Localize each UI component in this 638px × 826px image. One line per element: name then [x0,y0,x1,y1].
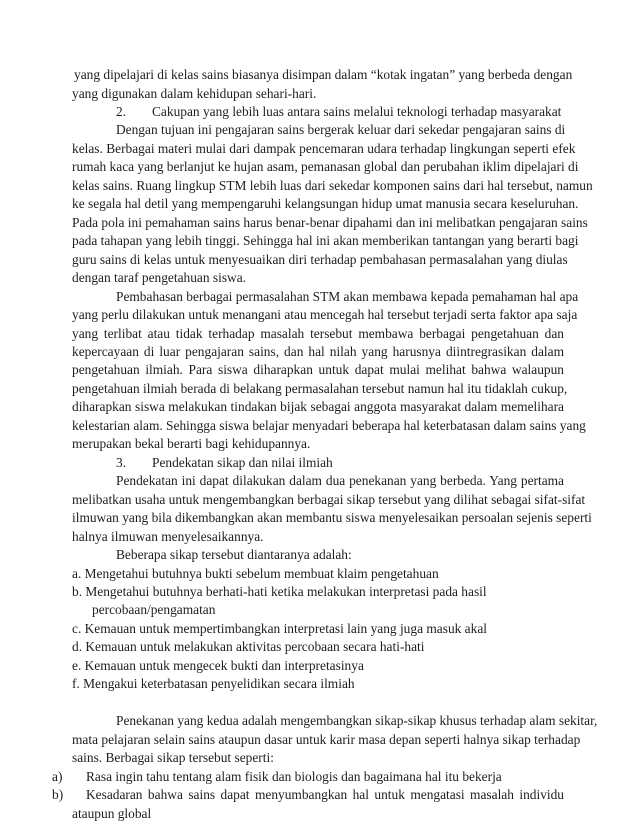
paragraph-line: kelas. Berbagai materi mulai dari dampak pencemaran udara terhadap lingkungan seperti efek [72,140,576,156]
section-number: 2. [116,103,127,119]
paragraph-line: yang dipelajari di kelas sains biasanya disimpan dalam “kotak ingatan” yang berbeda dengan [74,67,573,82]
section-heading [116,103,561,121]
list-item: f. Mengakui keterbatasan penyelidikan secara ilmiah [72,676,355,692]
list-item-continuation: ataupun global [72,805,152,821]
list-item: d. Kemauan untuk melakukan aktivitas percobaan secara hati-hati [72,639,425,655]
section-title: Cakupan yang lebih luas antara sains melalui teknologi terhadap masyarakat [152,103,562,119]
paragraph-line: pada tahapan yang lebih tinggi. Sehingga hal ini akan memberikan tantangan yang berarti bagi [72,233,579,249]
paragraph-line: ke segala hal detil yang mempengaruhi kelangsungan hidup umat manusia secara keseluruhan. [72,196,579,212]
paragraph-line: dengan taraf pengetahuan siswa. [72,270,247,286]
paragraph-line: guru sains di kelas untuk menyesuaikan diri terhadap pembahasan permasalahan yang diulas [72,251,568,267]
paragraph-line: pengetahuan ilmiah berada di belakang permasalahan tersebut namun hal itu tidaklah cukup, [72,380,568,396]
paragraph-line: Dengan tujuan ini pengajaran sains bergerak keluar dari sekedar pengajaran sains di [116,122,566,138]
paragraph-line: Beberapa sikap tersebut diantaranya adalah: [116,547,352,562]
list-item-continuation: percobaan/pengamatan [92,602,216,618]
paragraph-line: yang digunakan dalam kehidupan sehari-hari. [72,85,317,101]
list-item: e. Kemauan untuk mengecek bukti dan interpretasinya [72,657,364,673]
paragraph-line: halnya ilmuwan menyelesaikannya. [72,528,264,544]
list-marker: a) [52,768,63,784]
paragraph-line: merupakan bekal berarti bagi kehidupannya. [72,436,311,452]
list-item: Kesadaran bahwa sains dapat menyumbangkan hal untuk mengatasi masalah individu [86,787,564,802]
list-item: b. Mengetahui butuhnya berhati-hati ketika melakukan interpretasi pada hasil [72,584,487,599]
paragraph-line: yang terlibat atau tidak terhadap masalah tersebut membawa berbagai pengetahuan dan [72,325,564,341]
paragraph-line: kepercayaan di luar pengajaran sains, dan hal nilah yang harusnya diintregrasikan dalam [72,343,564,359]
paragraph-line: yang perlu dilakukan untuk menangani atau mencegah hal tersebut terjadi serta faktor apa saja [72,307,578,322]
list-marker: b) [52,787,64,802]
paragraph-line: rumah kaca yang berlanjut ke hujan asam, pemanasan global dan perubahan iklim dipelajari di [72,159,579,175]
paragraph-line: Pada pola ini pemahaman sains harus benar-benar dipahami dan ini melibatkan pengajaran sains [72,214,588,230]
paragraph-line: pengetahuan ilmiah. Para siswa diharapkan untuk dapat mulai melihat bahwa walaupun [72,362,564,378]
list-item: Rasa ingin tahu tentang alam fisik dan biologis dan bagaimana hal itu bekerja [86,768,502,784]
paragraph-line: ilmuwan yang bila dikembangkan akan membantu siswa menyelesaikan persoalan sejenis seperti [72,510,592,526]
paragraph-line: Penekanan yang kedua adalah mengembangkan sikap-sikap khusus terhadap alam sekitar, [116,713,598,729]
paragraph-line: Pendekatan ini dapat dilakukan dalam dua penekanan yang berbeda. Yang pertama [116,473,564,489]
paragraph-line: Pembahasan berbagai permasalahan STM akan membawa kepada pemahaman hal apa [116,288,579,304]
paragraph-line: diharapkan siswa melakukan tindakan bijak sebagai anggota masyarakat dalam memelihara [72,399,564,415]
list-item: a. Mengetahui butuhnya bukti sebelum membuat klaim pengetahuan [72,565,439,581]
paragraph-line: kelestarian alam. Sehingga siswa belajar menyadari beberapa hal keterbatasan dalam sains yang [72,417,586,433]
section-heading [116,454,333,472]
list-item: c. Kemauan untuk mempertimbangkan interpretasi lain yang juga masuk akal [72,620,487,636]
paragraph-line: kelas sains. Ruang lingkup STM lebih luas dari sekedar komponen sains dari hal tersebut, namun [72,177,593,193]
paragraph-line: sains. Berbagai sikap tersebut seperti: [72,750,274,766]
paragraph-line: mata pelajaran selain sains ataupun dasar untuk karir masa depan seperti halnya sikap terhadap [72,731,581,747]
section-title: Pendekatan sikap dan nilai ilmiah [152,454,333,470]
paragraph-line: melibatkan usaha untuk mengembangkan berbagai sikap tersebut yang dilihat sebagai sifat-sifat [72,491,586,507]
section-number: 3. [116,454,127,470]
